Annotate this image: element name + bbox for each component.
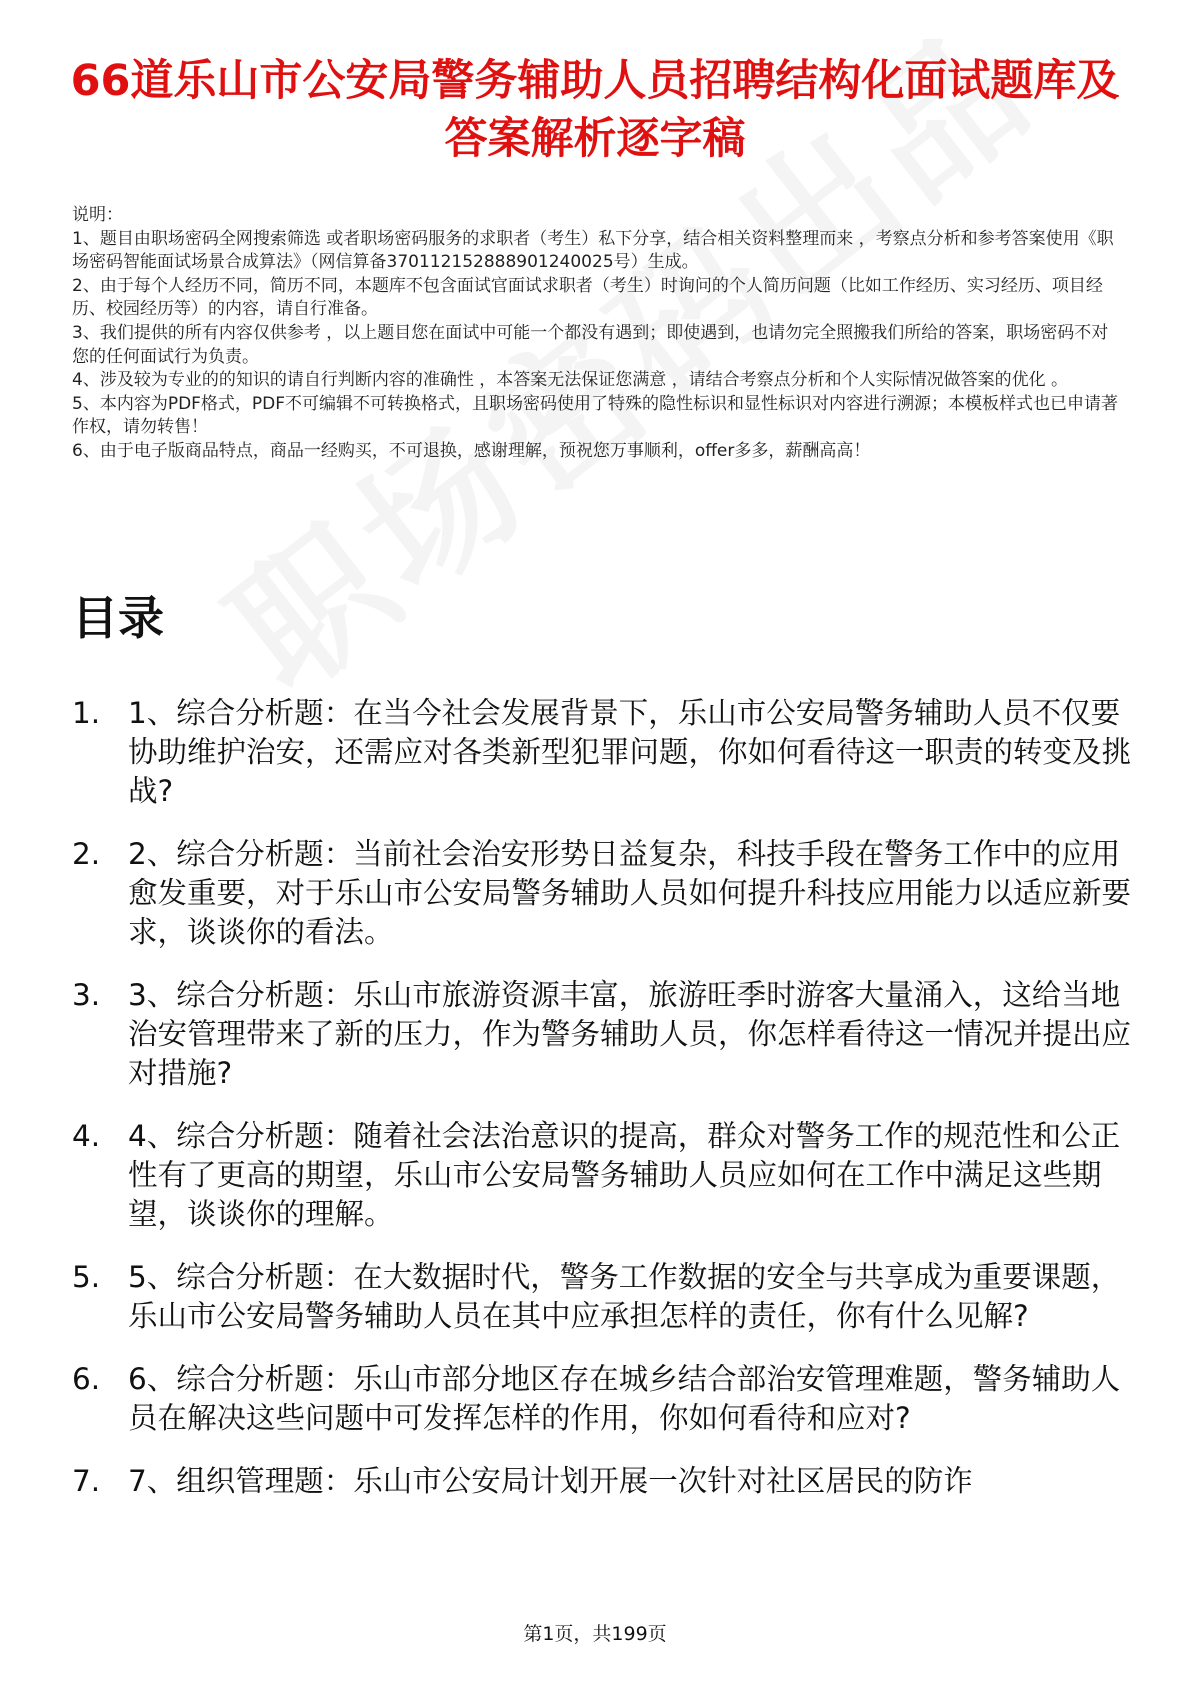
toc-item-text: 3、综合分析题：乐山市旅游资源丰富，旅游旺季时游客大量涌入，这给当地治安管理带来了新的压力，作为警务辅助人员，你怎样看待这一情况并提出应对措施?	[128, 978, 1132, 1090]
notice-heading: 说明：	[72, 205, 123, 225]
toc-item-number: 1.	[72, 696, 101, 730]
toc-item[interactable]	[72, 1258, 1132, 1336]
toc-item-text: 5、综合分析题：在大数据时代，警务工作数据的安全与共享成为重要课题，乐山市公安局警务辅助人员在其中应承担怎样的责任，你有什么见解?	[128, 1260, 1121, 1333]
toc-item[interactable]	[72, 835, 1132, 952]
toc-item[interactable]	[72, 1117, 1132, 1234]
toc-item-text: 7、组织管理题：乐山市公安局计划开展一次针对社区居民的防诈	[128, 1464, 973, 1498]
toc-item[interactable]	[72, 1462, 1132, 1501]
toc-item-number: 3.	[72, 978, 101, 1012]
toc-list	[72, 694, 1132, 1525]
toc-heading: 目录	[72, 591, 164, 645]
toc-item-number: 2.	[72, 837, 101, 871]
notice-item: 3、我们提供的所有内容仅供参考 ，以上题目您在面试中可能一个都没有遇到；即使遇到，也请勿完全照搬我们所给的答案，职场密码不对您的任何面试行为负责。	[72, 322, 1109, 367]
toc-item-text: 2、综合分析题：当前社会治安形势日益复杂，科技手段在警务工作中的应用愈发重要，对于乐山市公安局警务辅助人员如何提升科技应用能力以适应新要求，谈谈你的看法。	[128, 837, 1132, 949]
page-number: 第1页，共199页	[523, 1623, 667, 1645]
toc-item[interactable]	[72, 694, 1132, 811]
toc-item-number: 4.	[72, 1119, 101, 1153]
notice-item: 1、题目由职场密码全网搜索筛选 或者职场密码服务的求职者（考生）私下分享，结合相关资料整理而来 ，考察点分析和参考答案使用《职场密码智能面试场景合成算法》（网信算备370112152888901240025号）生成。	[72, 228, 1114, 273]
toc-item[interactable]	[72, 976, 1132, 1093]
toc-item-number: 7.	[72, 1464, 101, 1498]
toc-item-number: 5.	[72, 1260, 101, 1294]
notice-item: 4、涉及较为专业的的知识的请自行判断内容的准确性 ，本答案无法保证您满意 ，请结合考察点分析和个人实际情况做答案的优化 。	[72, 370, 1069, 391]
toc-item-text: 4、综合分析题：随着社会法治意识的提高，群众对警务工作的规范性和公正性有了更高的期望，乐山市公安局警务辅助人员应如何在工作中满足这些期望，谈谈你的理解。	[128, 1119, 1121, 1231]
toc-item-text: 1、综合分析题：在当今社会发展背景下，乐山市公安局警务辅助人员不仅要协助维护治安，还需应对各类新型犯罪问题，你如何看待这一职责的转变及挑战?	[128, 696, 1132, 808]
notice-item: 6、由于电子版商品特点，商品一经购买，不可退换，感谢理解，预祝您万事顺利，offer多多，薪酬高高！	[72, 440, 871, 461]
notice-item: 2、由于每个人经历不同，简历不同，本题库不包含面试官面试求职者（考生）时询问的个人简历问题（比如工作经历、实习经历、项目经历、校园经历等）的内容，请自行准备。	[72, 275, 1103, 320]
toc-item[interactable]	[72, 1360, 1132, 1438]
notice-item: 5、本内容为PDF格式，PDF不可编辑不可转换格式，且职场密码使用了特殊的隐性标识和显性标识对内容进行溯源；本模板样式也已申请著作权，请勿转售！	[72, 393, 1119, 438]
document-title: 66道乐山市公安局警务辅助人员招聘结构化面试题库及答案解析逐字稿	[70, 56, 1120, 164]
toc-item-number: 6.	[72, 1362, 101, 1396]
toc-item-text: 6、综合分析题：乐山市部分地区存在城乡结合部治安管理难题，警务辅助人员在解决这些问题中可发挥怎样的作用，你如何看待和应对?	[128, 1362, 1121, 1435]
notice-block	[72, 204, 1122, 464]
